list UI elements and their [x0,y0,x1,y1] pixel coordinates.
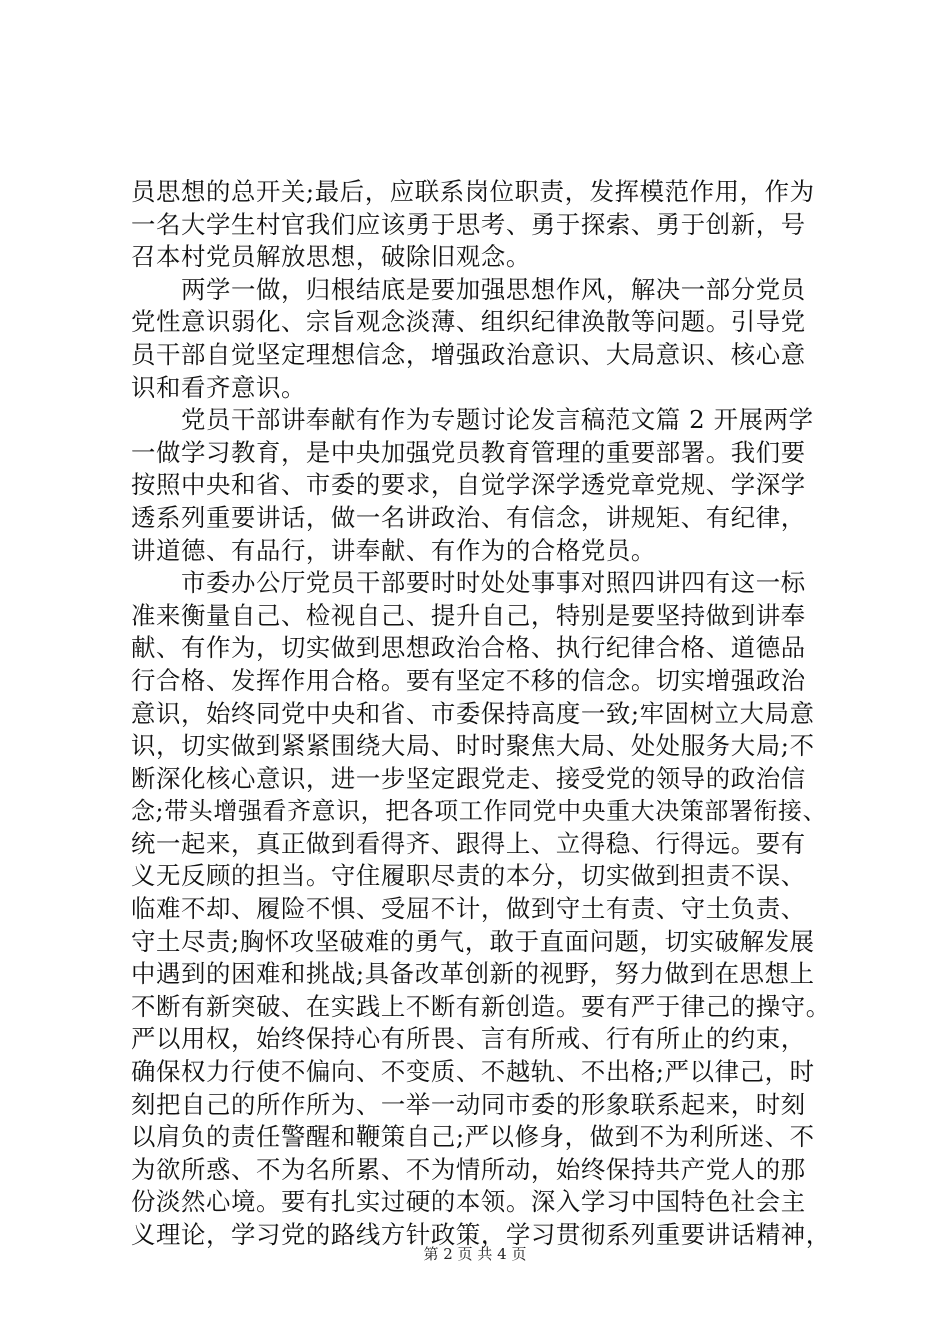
text-line: 透系列重要讲话，做一名讲政治、有信念，讲规矩、有纪律， [131,502,806,532]
text-line: 统一起来，真正做到看得齐、跟得上、立得稳、行得远。要有 [131,828,806,858]
text-line: 识和看齐意识。 [131,372,306,402]
page-footer: 第 2 页 共 4 页 [423,1245,527,1263]
body-text [131,176,831,1252]
text-line: 一名大学生村官我们应该勇于思考、勇于探索、勇于创新，号 [131,209,806,239]
text-line: 行合格、发挥作用合格。要有坚定不移的信念。切实增强政治 [131,665,806,695]
text-line: 确保权力行使不偏向、不变质、不越轨、不出格;严以律己，时 [131,1057,815,1087]
text-line: 刻把自己的所作所为、一举一动同市委的形象联系起来，时刻 [131,1089,806,1119]
text-line: 断深化核心意识，进一步坚定跟党走、接受党的领导的政治信 [131,763,806,793]
text-line: 召本村党员解放思想，破除旧观念。 [131,242,531,272]
text-line: 党员干部讲奉献有作为专题讨论发言稿范文篇 2 开展两学 [131,405,814,435]
text-line: 党性意识弱化、宗旨观念淡薄、组织纪律涣散等问题。引导党 [131,307,806,337]
text-line: 准来衡量自己、检视自己、提升自己，特别是要坚持做到讲奉 [131,600,806,630]
text-line: 员干部自觉坚定理想信念，增强政治意识、大局意识、核心意 [131,339,806,369]
text-line: 按照中央和省、市委的要求，自觉学深学透党章党规、学深学 [131,470,806,500]
text-line: 献、有作为，切实做到思想政治合格、执行纪律合格、道德品 [131,633,806,663]
text-line: 不断有新突破、在实践上不断有新创造。要有严于律己的操守。 [131,991,831,1021]
text-line: 两学一做，归根结底是要加强思想作风，解决一部分党员 [131,274,806,304]
text-line: 识，切实做到紧紧围绕大局、时时聚焦大局、处处服务大局;不 [131,731,815,761]
text-line: 意识，始终同党中央和省、市委保持高度一致;牢固树立大局意 [131,698,815,728]
text-line: 临难不却、履险不惧、受屈不计，做到守土有责、守土负责、 [131,894,806,924]
text-line: 守土尽责;胸怀攻坚破难的勇气，敢于直面问题，切实破解发展 [131,926,815,956]
text-line: 念;带头增强看齐意识，把各项工作同党中央重大决策部署衔接、 [131,797,828,826]
text-line: 为欲所惑、不为名所累、不为情所动，始终保持共产党人的那 [131,1154,806,1184]
text-line: 员思想的总开关;最后，应联系岗位职责，发挥模范作用，作为 [131,177,815,206]
text-line: 市委办公厅党员干部要时时处处事事对照四讲四有这一标 [131,568,806,598]
text-line: 严以用权，始终保持心有所畏、言有所戒、行有所止的约束， [131,1024,806,1054]
text-line: 讲道德、有品行，讲奉献、有作为的合格党员。 [131,535,656,565]
text-line: 以肩负的责任警醒和鞭策自己;严以修身，做到不为利所迷、不 [131,1122,815,1152]
text-line: 义无反顾的担当。守住履职尽责的本分，切实做到担责不误、 [131,861,806,891]
text-line: 一做学习教育，是中央加强党员教育管理的重要部署。我们要 [131,437,806,467]
text-line: 份淡然心境。要有扎实过硬的本领。深入学习中国特色社会主 [131,1187,806,1217]
text-line: 中遇到的困难和挑战;具备改革创新的视野，努力做到在思想上 [131,959,815,989]
text-line: 义理论，学习党的路线方针政策，学习贯彻系列重要讲话精神， [131,1220,831,1249]
